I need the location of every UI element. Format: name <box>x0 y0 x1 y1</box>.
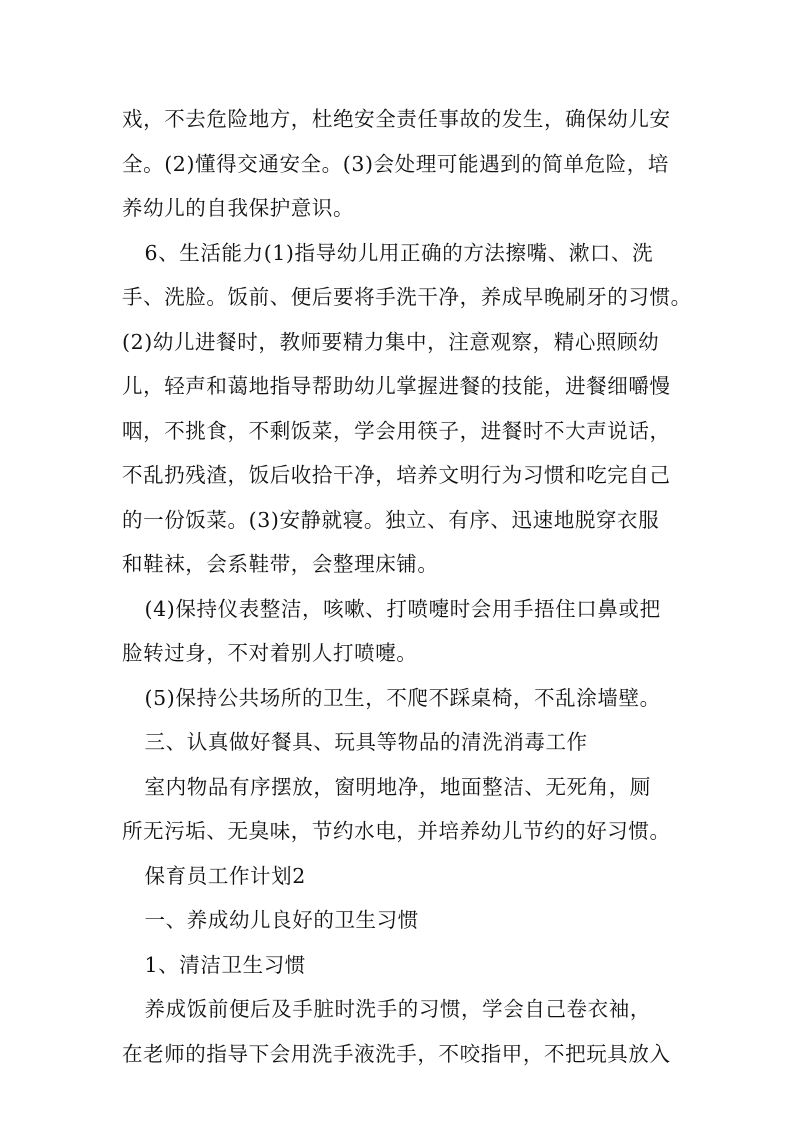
text-line: 养成饭前便后及手脏时洗手的习惯，学会自己卷衣袖， <box>144 997 651 1021</box>
subsection-heading: 1、清洁卫生习惯 <box>144 952 306 977</box>
text-line: 室内物品有序摆放，窗明地净，地面整洁、无死角，厕 <box>144 774 651 799</box>
text-line: 咽，不挑食，不剩饭菜，学会用筷子，进餐时不大声说话， <box>122 418 671 443</box>
section-heading: 一、养成幼儿良好的卫生习惯 <box>144 908 419 932</box>
text-line: 所无污垢、无臭味，节约水电，并培养幼儿节约的好习惯。 <box>122 819 671 843</box>
document-body <box>122 97 690 1076</box>
text-line: (4)保持仪表整洁，咳嗽、打喷嚏时会用手捂住口鼻或把 <box>144 596 661 621</box>
text-line: (2)幼儿进餐时，教师要精力集中，注意观察，精心照顾幼 <box>122 329 660 354</box>
text-line: 儿，轻声和蔼地指导帮助幼儿掌握进餐的技能，进餐细嚼慢 <box>122 374 671 398</box>
text-line: 6、生活能力(1)指导幼儿用正确的方法擦嘴、漱口、洗 <box>144 240 654 265</box>
text-line: 脸转过身，不对着别人打喷嚏。 <box>122 641 418 665</box>
section-heading: 三、认真做好餐具、玩具等物品的清洗消毒工作 <box>144 730 588 754</box>
text-line: 和鞋袜，会系鞋带，会整理床铺。 <box>122 552 439 576</box>
text-line: 养幼儿的自我保护意识。 <box>122 196 355 220</box>
text-line: 全。(2)懂得交通安全。(3)会处理可能遇到的简单危险，培 <box>122 151 669 176</box>
text-line: 戏，不去危险地方，杜绝安全责任事故的发生，确保幼儿安 <box>122 107 671 131</box>
document-title: 保育员工作计划2 <box>144 863 306 888</box>
text-line: 手、洗脸。饭前、便后要将手洗干净，养成早晚刷牙的习惯。 <box>122 285 692 309</box>
text-line: 不乱扔残渣，饭后收拾干净，培养文明行为习惯和吃完自己 <box>122 463 671 487</box>
text-line: 在老师的指导下会用洗手液洗手，不咬指甲，不把玩具放入 <box>122 1041 671 1066</box>
text-line: 的一份饭菜。(3)安静就寝。独立、有序、迅速地脱穿衣服 <box>122 507 660 532</box>
text-line: (5)保持公共场所的卫生，不爬不踩桌椅，不乱涂墙壁。 <box>144 685 661 710</box>
